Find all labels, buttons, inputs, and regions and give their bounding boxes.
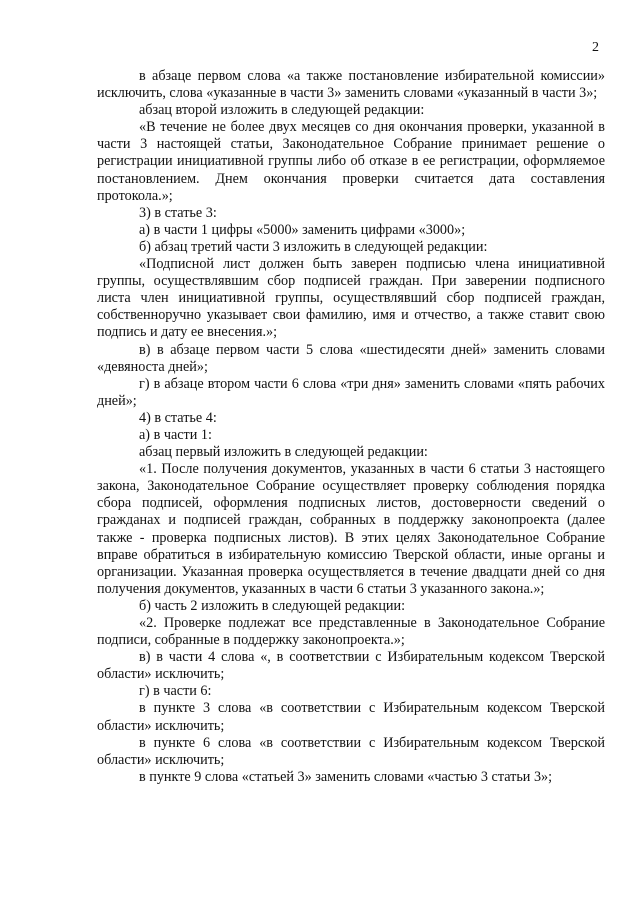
paragraph: 4) в статье 4:: [139, 409, 217, 426]
paragraph: в абзаце первом слова «а также постановление избирательной комиссии» исключить, слова «указанные в части 3» заменить словами «указанный в части 3»;: [97, 68, 605, 102]
paragraph: абзац первый изложить в следующей редакции:: [139, 444, 428, 461]
paragraph: в пункте 9 слова «статьей 3» заменить словами «частью 3 статьи 3»;: [139, 768, 553, 785]
paragraph: «В течение не более двух месяцев со дня окончания проверки, указанной в части 3 настоящей статьи, Законодательное Собрание принимает решение о регистрации инициативной группы либо об отказе в ее регистрации, оформляемое постановлением. Днем окончания проверки считается дата составления протокола.»;: [97, 119, 605, 204]
paragraph: а) в части 1:: [139, 426, 212, 443]
paragraph: в) в абзаце первом части 5 слова «шестидесяти дней» заменить словами «девяноста дней»;: [97, 341, 605, 375]
paragraph: в пункте 3 слова «в соответствии с Избирательным кодексом Тверской области» исключить;: [97, 700, 605, 734]
paragraph: г) в части 6:: [139, 683, 212, 700]
page-number: 2: [592, 40, 599, 55]
paragraph: абзац второй изложить в следующей редакции:: [139, 102, 425, 119]
document-body: [97, 68, 605, 786]
paragraph: в) в части 4 слова «, в соответствии с Избирательным кодексом Тверской области» исключить;: [97, 649, 605, 683]
paragraph: а) в части 1 цифры «5000» заменить цифрами «3000»;: [139, 221, 466, 238]
paragraph: «Подписной лист должен быть заверен подписью члена инициативной группы, осуществлявшим сбор подписей граждан. При заверении подписного листа член инициативной группы, осуществлявший сбор подписей граждан, собственноручно указывает свои фамилию, имя и отчество, а также ставит свою подпись и дату ее внесения.»;: [97, 256, 605, 341]
paragraph: 3) в статье 3:: [139, 204, 217, 221]
paragraph: в пункте 6 слова «в соответствии с Избирательным кодексом Тверской области» исключить;: [97, 734, 605, 768]
paragraph: г) в абзаце втором части 6 слова «три дня» заменить словами «пять рабочих дней»;: [97, 375, 605, 409]
paragraph: б) часть 2 изложить в следующей редакции:: [139, 597, 406, 614]
paragraph: «2. Проверке подлежат все представленные в Законодательное Собрание подписи, собранные в поддержку законопроекта.»;: [97, 615, 605, 649]
paragraph: б) абзац третий части 3 изложить в следующей редакции:: [139, 238, 488, 255]
paragraph: «1. После получения документов, указанных в части 6 статьи 3 настоящего закона, Законодательное Собрание осуществляет проверку соблюдения порядка сбора подписей, оформления подписных листов, достоверности сведений о гражданах и подписей граждан, собранных в поддержку законопроекта (далее также - проверка подписных листов). В этих целях Законодательное Собрание вправе обратиться в избирательную комиссию Тверской области, иные органы и организации. Указанная проверка осуществляется в течение двадцати дней со дня получения документов, указанных в части 6 статьи 3 указанного закона.»;: [97, 461, 605, 597]
